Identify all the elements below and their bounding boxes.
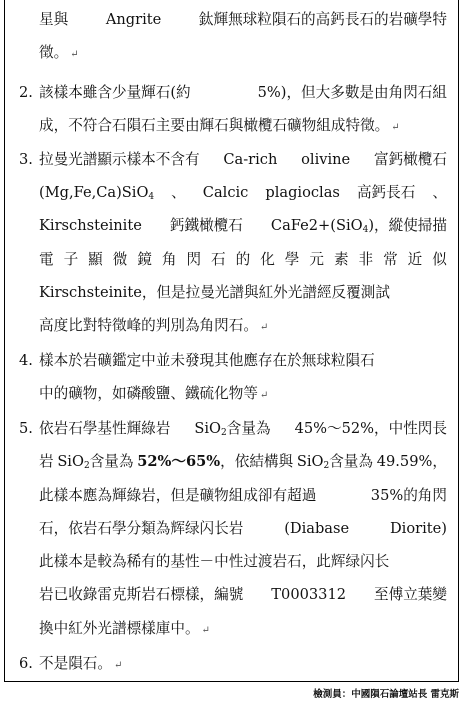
report-table-cell	[4, 0, 459, 682]
item-number: 3.	[19, 151, 33, 168]
return-mark-icon: ↵	[113, 660, 123, 671]
item-2-line-2: 成，不符合石隕石主要由輝石與橄欖石礦物組成特徵。	[39, 117, 390, 134]
item-number: 4.	[19, 352, 33, 369]
item-3-line-4: 電 子 顯 微 鏡 角 閃 石 的 化 學 元 素 非 常 近 似	[39, 251, 447, 268]
item-2-line-1: 該樣本雖含少量輝石(約 5%)，但大多數是由角閃石組	[39, 84, 447, 101]
item-5-line-7: 換中紅外光譜標樣庫中。	[39, 620, 200, 637]
item-5-line-3: 此樣本應為輝綠岩，但是礦物組成卻有超過 35%的角閃	[39, 487, 447, 504]
inspector-signature: 檢測員：中國隕石論壇站長 雷克斯	[313, 689, 459, 700]
item-5-line-5: 此樣本是較為稀有的基性－中性过渡岩石，此辉绿闪长	[39, 553, 390, 570]
item-3-line-2: (Mg,Fe,Ca)SiO$_4$ 、 Calcic plagioclas 高鈣長石 、	[39, 184, 447, 202]
return-mark-icon: ↵	[391, 122, 400, 133]
item-5-line-6: 岩已收錄雷克斯岩石標樣，編號 T0003312 至傅立葉變	[39, 586, 447, 603]
item-6-line-1: 不是隕石。	[39, 655, 112, 672]
item-5-line-1: 依岩石學基性輝綠岩 SiO$_2$含量為 45%～52%，中性閃長	[39, 420, 447, 438]
item-3-line-5: Kirschsteinite，但是拉曼光譜與紅外光譜經反覆測試	[39, 284, 390, 301]
item-1-line-1: 星與 Angrite 鈦輝無球粒隕石的高鈣長石的岩礦學特	[39, 11, 447, 28]
item-3-line-6: 高度比對特徵峰的判別為角閃石。	[39, 317, 258, 334]
item-number: 5.	[19, 420, 33, 437]
item-1-line-2: 徵。	[39, 44, 69, 61]
return-mark-icon: ↵	[259, 390, 269, 401]
return-mark-icon: ↵	[259, 322, 269, 333]
item-4-line-2: 中的礦物，如磷酸鹽、鐵硫化物等	[39, 385, 258, 402]
item-number: 2.	[19, 84, 33, 101]
item-4-line-1: 樣本於岩礦鑑定中並未發現其他應存在於無球粒隕石	[39, 352, 375, 369]
return-mark-icon: ↵	[201, 625, 210, 636]
item-3-line-1: 拉曼光譜顯示樣本不含有 Ca-rich olivine 富鈣橄欖石	[39, 151, 447, 168]
item-3-line-3: Kirschsteinite 鈣鐵橄欖石 CaFe2+(SiO$_4$)，縱使掃描	[39, 217, 447, 235]
return-mark-icon: ↵	[70, 49, 79, 60]
item-5-line-2: 岩 SiO$_2$含量為 52%～65%，依結構與 SiO$_2$含量為 49.59%，	[39, 453, 447, 471]
item-number: 6.	[19, 655, 33, 672]
item-5-line-4: 石，依岩石學分類為辉绿闪长岩 (Diabase Diorite)	[39, 520, 447, 537]
